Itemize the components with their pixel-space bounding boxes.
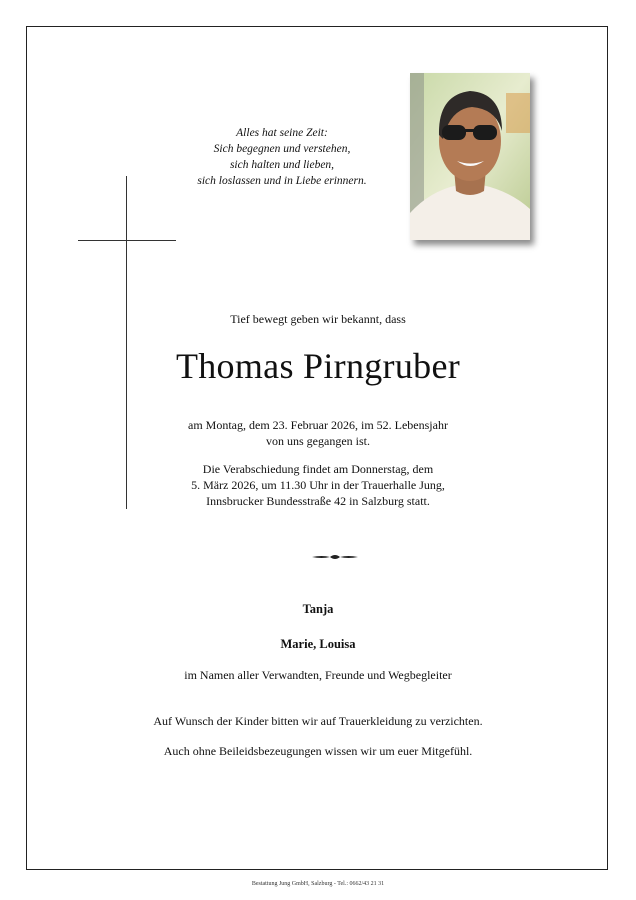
clothing-wish: Auf Wunsch der Kinder bitten wir auf Trauerkleidung zu verzichten. bbox=[153, 714, 483, 728]
death-line: von uns gegangen ist. bbox=[266, 434, 370, 448]
ceremony-notice bbox=[0, 461, 636, 509]
ceremony-line: Die Verabschiedung findet am Donnerstag, dem bbox=[202, 462, 434, 476]
announcement-intro: Tief bewegt geben wir bekannt, dass bbox=[230, 312, 406, 326]
death-line: am Montag, dem 23. Februar 2026, im 52. Lebensjahr bbox=[188, 418, 448, 432]
condolence-note: Auch ohne Beileidsbezeugungen wissen wir um euer Mitgefühl. bbox=[163, 744, 473, 758]
relatives-line: im Namen aller Verwandten, Freunde und Wegbegleiter bbox=[184, 668, 452, 682]
portrait-illustration bbox=[410, 73, 530, 240]
ornament-divider-icon bbox=[310, 552, 360, 562]
motto-line: sich halten und lieben, bbox=[229, 159, 335, 171]
mourner-second: Marie, Louisa bbox=[280, 637, 356, 651]
footer-contact: Bestattung Jung GmbH, Salzburg - Tel.: 0662/43 21 31 bbox=[251, 881, 385, 887]
mourner-first: Tanja bbox=[302, 602, 334, 616]
motto-line: sich loslassen und in Liebe erinnern. bbox=[197, 175, 367, 187]
ceremony-line: 5. März 2026, um 11.30 Uhr in der Trauerhalle Jung, bbox=[191, 478, 445, 492]
motto-verse bbox=[172, 125, 392, 189]
deceased-name: Thomas Pirngruber bbox=[175, 346, 461, 386]
portrait-photo bbox=[410, 73, 530, 240]
cross-icon-horizontal bbox=[78, 240, 176, 241]
ceremony-line: Innsbrucker Bundesstraße 42 in Salzburg statt. bbox=[206, 494, 430, 508]
motto-line: Alles hat seine Zeit: bbox=[236, 127, 328, 139]
motto-line: Sich begegnen und verstehen, bbox=[213, 143, 351, 155]
cross-icon-vertical bbox=[126, 176, 127, 509]
death-notice bbox=[0, 417, 636, 449]
